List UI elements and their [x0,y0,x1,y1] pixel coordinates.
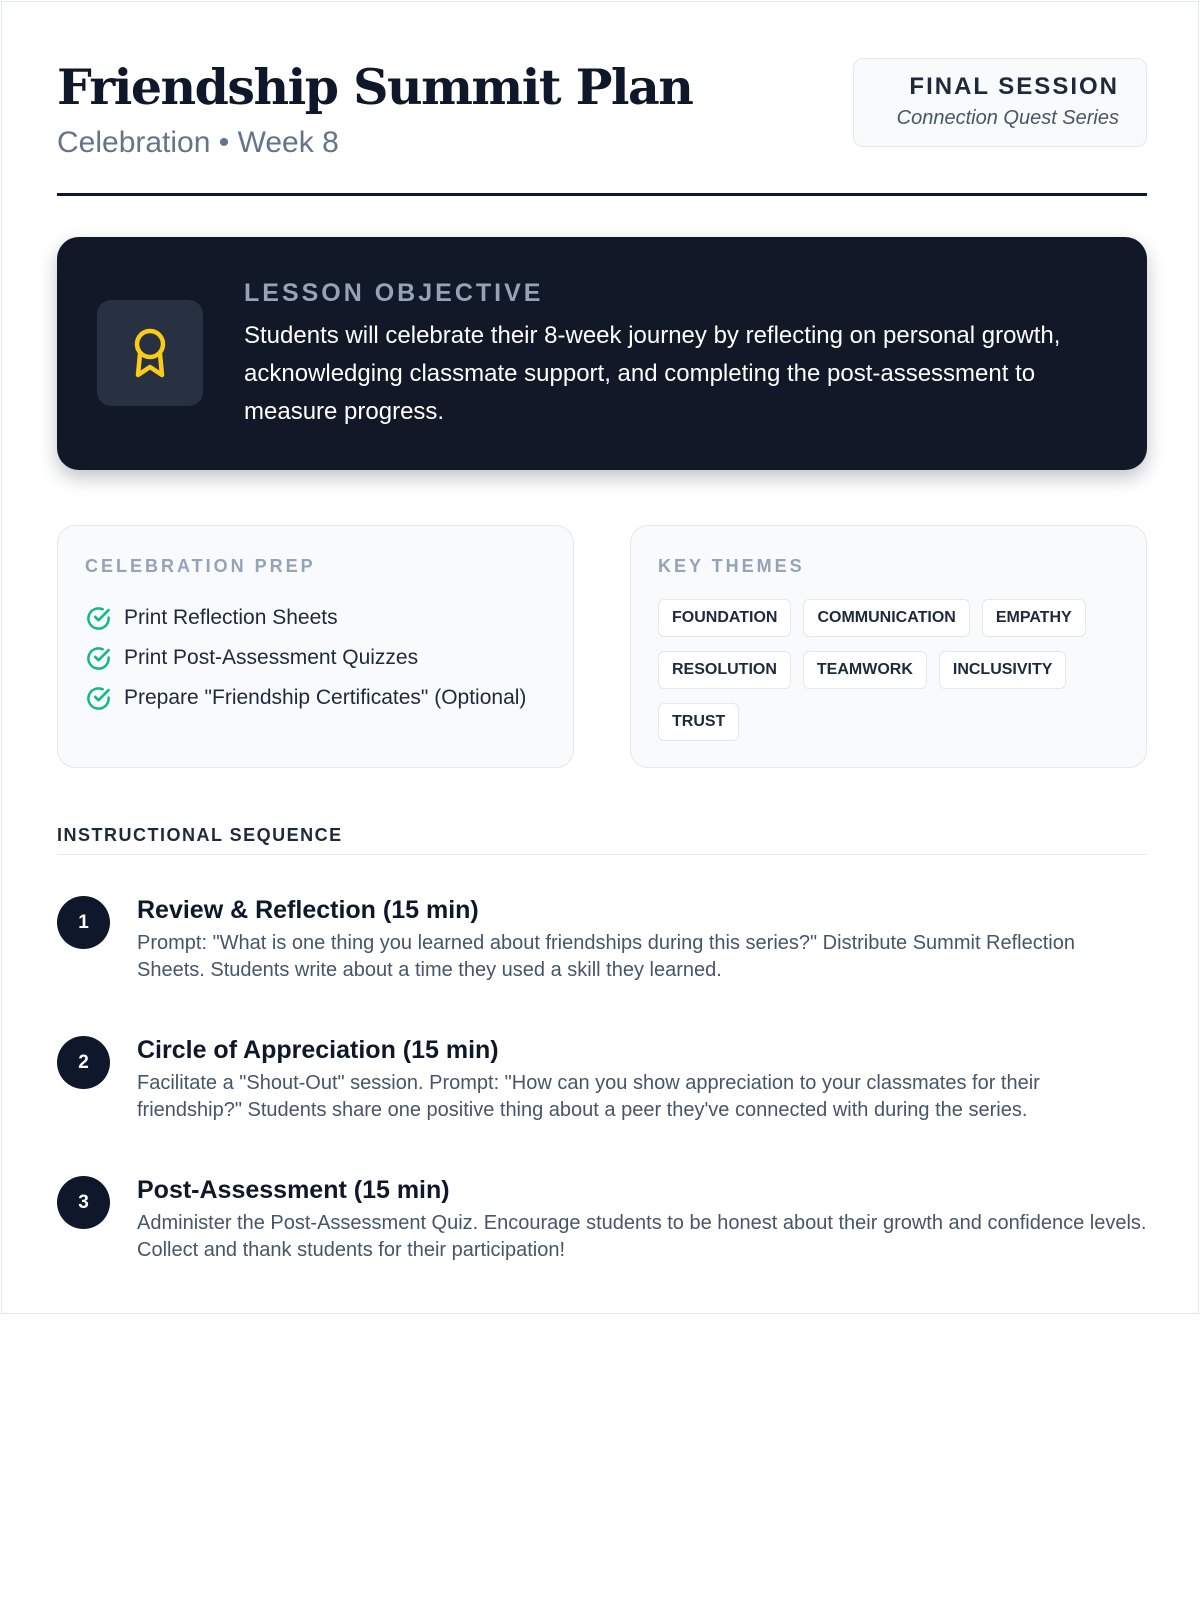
prep-item [85,598,526,638]
session-badge [853,58,1147,147]
prep-item-label: Print Reflection Sheets [124,606,338,629]
objective-panel [57,237,1147,470]
step-number-badge: 2 [57,1036,110,1089]
theme-tag: COMMUNICATION [803,599,969,637]
prep-item [85,638,526,678]
prep-label: CELEBRATION PREP [85,556,316,576]
prep-list [85,598,526,718]
prep-item-label: Prepare "Friendship Certificates" (Optional) [124,686,527,709]
page-title: Friendship Summit Plan [57,58,693,116]
objective-label: LESSON OBJECTIVE [244,279,544,307]
key-themes-card [630,525,1147,768]
badge-subtitle: Connection Quest Series [896,107,1119,129]
theme-tag: TEAMWORK [803,651,927,689]
theme-tag: RESOLUTION [658,651,791,689]
themes-label: KEY THEMES [658,556,805,576]
check-circle-icon [85,685,112,712]
prep-item [85,678,526,718]
step-title: Review & Reflection (15 min) [137,896,479,924]
theme-tag: INCLUSIVITY [939,651,1067,689]
theme-tag: EMPATHY [982,599,1086,637]
step-title: Circle of Appreciation (15 min) [137,1036,499,1064]
step-description: Facilitate a "Shout-Out" session. Prompt: "How can you show appreciation to your classmates for their friendship?" Students share one positive thing about a peer they've connected with during the series. [137,1072,1040,1121]
page-subtitle: Celebration • Week 8 [57,126,339,159]
prep-item-label: Print Post-Assessment Quizzes [124,646,419,669]
lesson-plan-page [1,1,1199,1314]
check-circle-icon [85,605,112,632]
sequence-label: INSTRUCTIONAL SEQUENCE [57,825,343,845]
theme-tags [658,599,1128,755]
badge-title: FINAL SESSION [909,73,1119,100]
step-number-badge: 1 [57,896,110,949]
step-description: Administer the Post-Assessment Quiz. Encourage students to be honest about their growth and confidence levels. Collect and thank students for their participation! [137,1212,1147,1261]
step-description: Prompt: "What is one thing you learned about friendships during this series?" Distribute Summit Reflection Sheets. Students write about a time they used a skill they learned. [137,932,1075,981]
step-number-badge: 3 [57,1176,110,1229]
step-title: Post-Assessment (15 min) [137,1176,450,1204]
celebration-prep-card [57,525,574,768]
objective-icon-box [97,300,203,406]
sequence-divider [57,854,1147,855]
theme-tag: FOUNDATION [658,599,791,637]
header-divider [57,193,1147,196]
award-ribbon-icon [130,327,170,379]
objective-text: Students will celebrate their 8-week journey by reflecting on personal growth, acknowledging classmate support, and completing the post-assessment to measure progress. [244,322,1061,425]
theme-tag: TRUST [658,703,739,741]
check-circle-icon [85,645,112,672]
